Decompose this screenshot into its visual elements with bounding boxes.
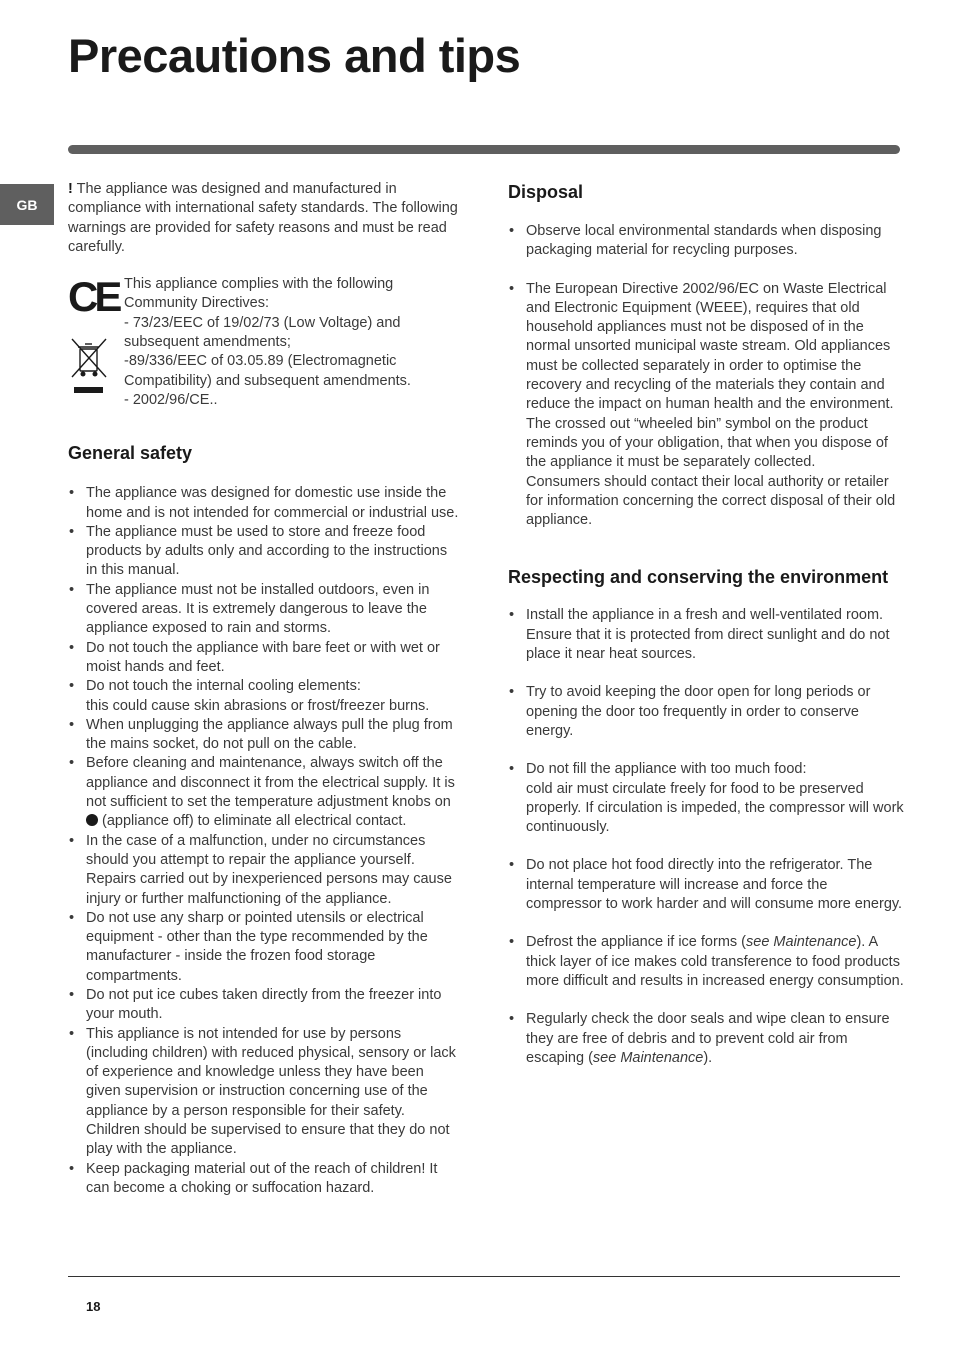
ce-mark-icon: CE (68, 273, 119, 321)
environment-list (508, 606, 904, 1068)
crossed-bin-icon (70, 337, 108, 401)
list-item-text: ). (703, 1049, 713, 1066)
warning-mark: ! (68, 181, 73, 197)
list-item: • Do not place hot food directly into the refrigerator. The internal temperature will increase and force the compressor to work harder and will consume more energy. (508, 856, 904, 914)
list-item: • Keep packaging material out of the reach of children! It can become a choking or suffocation hazard. (68, 1160, 462, 1199)
language-tab: GB (0, 184, 54, 225)
list-item-text: cold air must circulate freely for food to be preserved properly. If circulation is impeded, the compressor will work continuously. (526, 780, 904, 836)
list-item: • Observe local environmental standards when disposing packaging material for recycling purposes. (508, 222, 904, 261)
list-item: • Install the appliance in a fresh and well-ventilated room. Ensure that it is protected from direct sunlight and do not place it near heat sources. (508, 606, 904, 664)
header-rule (68, 145, 900, 154)
list-item: • This appliance is not intended for use by persons (including children) with reduced physical, sensory or lack of experience and knowledge unless they have been given supervision or instruction concerning use of the appliance by a person responsible for their safety. Children should be supervised to ensure that they do not play with the appliance. (68, 1025, 462, 1160)
list-item: • The appliance must be used to store and freeze food products by adults only and according to the instructions in this manual. (68, 523, 462, 581)
directive-line: This appliance complies with the following Community Directives: (124, 276, 394, 312)
compliance-block (68, 275, 462, 410)
list-item: • Do not touch the appliance with bare feet or with wet or moist hands and feet. (68, 639, 462, 678)
cross-reference: see Maintenance (746, 934, 857, 951)
list-item (68, 677, 462, 716)
page-number: 18 (86, 1299, 101, 1314)
right-column (508, 180, 904, 1068)
list-item-text: Do not fill the appliance with too much food: (526, 761, 807, 778)
list-item: • The appliance must not be installed outdoors, even in covered areas. It is extremely dangerous to leave the appliance exposed to rain and storms. (68, 581, 462, 639)
directive-line: - 73/23/EEC of 19/02/73 (Low Voltage) and subsequent amendments; (124, 314, 401, 351)
page-title: Precautions and tips (68, 29, 521, 82)
directive-line: - 2002/96/CE.. (124, 391, 218, 408)
list-item-text: Before cleaning and maintenance, always switch off the appliance and disconnect it from the electrical supply. It is not sufficient to set the temperature adjustment knobs on (86, 755, 455, 811)
list-item-text: ). A thick layer of ice makes cold transference to food products more difficult and results in increased energy consumption. (526, 934, 904, 989)
general-safety-heading: General safety (68, 443, 193, 464)
intro-paragraph (68, 180, 462, 257)
list-item-text: Do not touch the internal cooling elements: (86, 678, 361, 695)
list-item (68, 754, 462, 831)
intro-text: The appliance was designed and manufactured in compliance with international safety standards. The following warnings are provided for safety reasons and must be read carefully. (68, 181, 458, 255)
list-item (508, 760, 904, 837)
list-item (508, 280, 904, 531)
environment-heading: Respecting and conserving the environment (508, 567, 889, 588)
disposal-list (508, 222, 904, 530)
list-item-text: Regularly check the door seals and wipe clean to ensure they are free of debris and to prevent cold air from escaping ( (526, 1011, 890, 1066)
list-item (508, 933, 904, 991)
list-item: • Do not use any sharp or pointed utensils or electrical equipment - other than the type recommended by the manufacturer - inside the frozen food storage compartments. (68, 909, 462, 986)
list-item-text: Defrost the appliance if ice forms ( (526, 934, 747, 951)
list-item-text: The European Directive 2002/96/EC on Waste Electrical and Electronic Equipment (WEEE), requires that old household appliances must not be disposed of in the normal unsorted municipal waste stream. Old appliances must be collected separately in order to optimise the recovery and recycling of the materials they contain and reduce the impact on human health and the environment. The crossed out “wheeled bin” symbol on the product reminds you of your obligation, that when you dispose of the appliance it must be separately collected. (526, 280, 894, 471)
list-item: • In the case of a malfunction, under no circumstances should you attempt to repair the appliance yourself. Repairs carried out by inexperienced persons may cause injury or further malfunctioning of the appliance. (68, 832, 462, 909)
directives-list (124, 275, 462, 410)
directive-line: -89/336/EEC of 03.05.89 (Electromagnetic Compatibility) and subsequent amendments. (124, 353, 411, 389)
list-item-text: Consumers should contact their local authority or retailer for information concerning the correct disposal of their old appliance. (526, 473, 896, 529)
list-item: • Try to avoid keeping the door open for long periods or opening the door too frequently in order to conserve energy. (508, 683, 904, 741)
list-item: • The appliance was designed for domestic use inside the home and is not intended for commercial or industrial use. (68, 484, 462, 523)
list-item-text: (appliance off) to eliminate all electrical contact. (98, 813, 407, 830)
knob-off-icon (86, 814, 98, 826)
list-item: • Do not put ice cubes taken directly from the freezer into your mouth. (68, 986, 462, 1025)
left-column (68, 180, 462, 1198)
cross-reference: see Maintenance (592, 1049, 704, 1066)
disposal-heading: Disposal (508, 182, 584, 202)
list-item: • When unplugging the appliance always pull the plug from the mains socket, do not pull on the cable. (68, 716, 462, 755)
general-safety-list (68, 484, 462, 1198)
footer-rule (68, 1276, 900, 1277)
list-item (508, 1010, 904, 1068)
list-item-text: this could cause skin abrasions or frost/freezer burns. (86, 697, 430, 714)
